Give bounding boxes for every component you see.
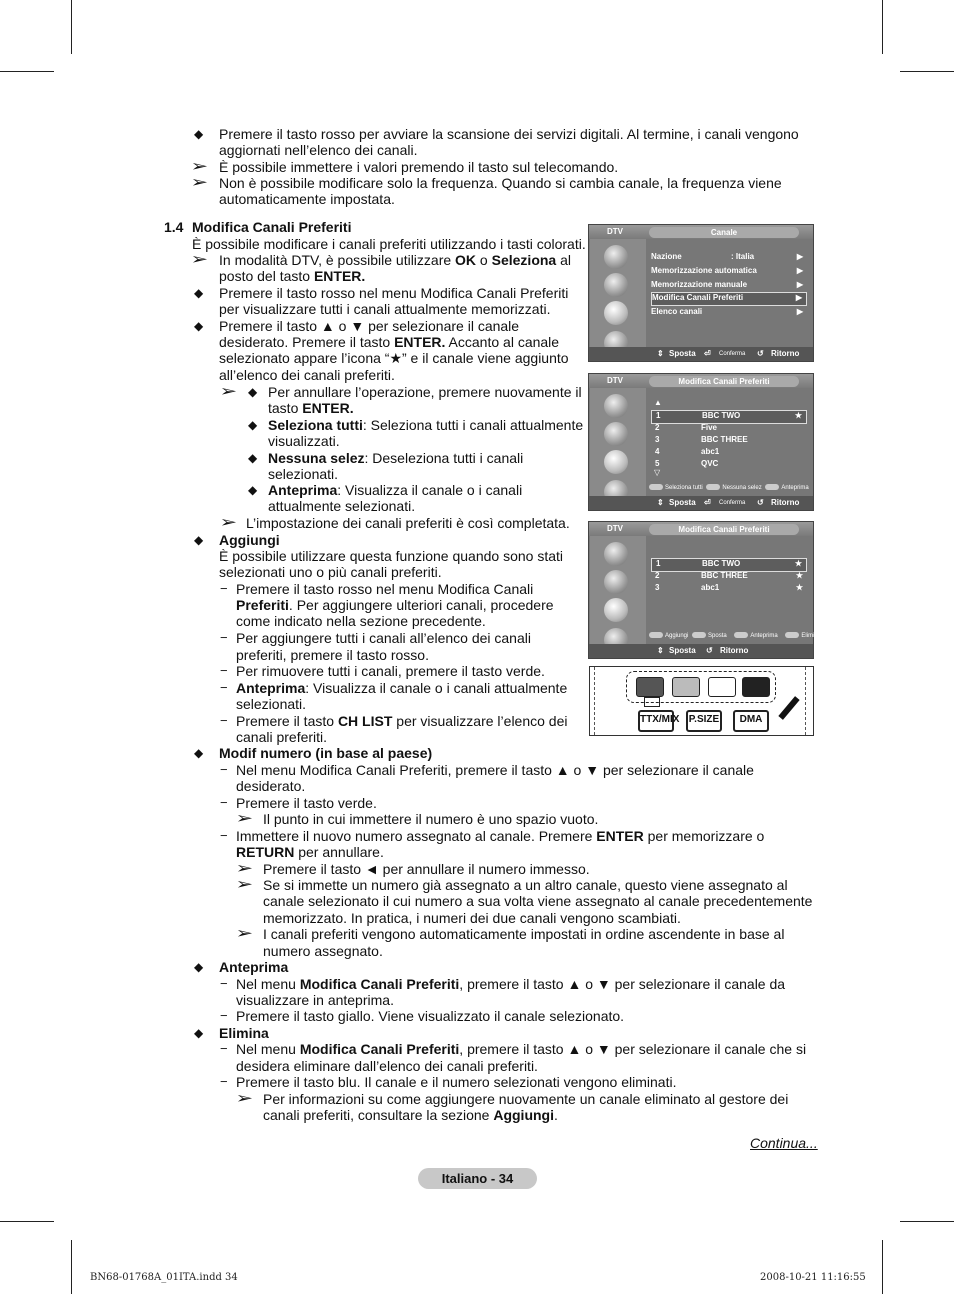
tv-menu-fav-edit xyxy=(588,373,814,511)
text-line: selezionato appare l’icona “★” e il canale viene aggiunto xyxy=(219,350,569,366)
text-line: Premere il tasto rosso nel menu Modifica Canali xyxy=(236,581,534,597)
text-line: Non è possibile modificare solo la frequenza. Quando si cambia canale, la frequenza viene xyxy=(219,175,782,191)
text-line: Il punto in cui immettere il numero è uno spazio vuoto. xyxy=(263,811,599,827)
teletext-icon xyxy=(644,697,660,707)
note-arrow-icon: ➢ xyxy=(219,514,238,531)
note-arrow-icon: ➢ xyxy=(235,1090,254,1107)
crop-mark xyxy=(71,0,72,54)
bullet-icon: ◆ xyxy=(248,483,258,497)
channel-row-selected[interactable]: 1 BBC TWO ★ xyxy=(651,410,807,424)
text-line: Se si immette un numero già assegnato a un altro canale, questo viene assegnato al xyxy=(263,877,788,893)
bullet-icon: ◆ xyxy=(248,451,258,465)
text-line: numero assegnato. xyxy=(263,943,383,959)
green-key-icon xyxy=(706,484,720,490)
dtv-label: DTV xyxy=(607,227,623,236)
note-arrow-icon: ➢ xyxy=(190,251,209,268)
footer-ok: Conferma xyxy=(719,351,746,357)
menu-sidebar xyxy=(590,239,646,347)
channel-row[interactable]: 4 abc1 xyxy=(655,447,720,456)
star-icon: ★ xyxy=(795,571,803,580)
subsection-title: Aggiungi xyxy=(219,532,280,548)
channel-row[interactable]: 5 QVC xyxy=(655,459,719,468)
text-line: L’impostazione dei canali preferiti è così completata. xyxy=(246,515,570,531)
note-arrow-icon: ➢ xyxy=(235,860,254,877)
scroll-up-icon[interactable]: ▲ xyxy=(654,398,662,407)
footer-date: 2008-10-21 11:16:55 xyxy=(760,1272,866,1283)
bullet-icon: ◆ xyxy=(194,1026,204,1040)
text-line: Premere il tasto rosso nel menu Modifica Canali Preferiti xyxy=(219,285,569,301)
text-line: canali preferiti. xyxy=(236,729,328,745)
crop-mark xyxy=(900,71,954,72)
channel-row[interactable]: 2 Five xyxy=(655,423,718,432)
color-key-label: Aggiungi xyxy=(665,633,689,639)
menu-body xyxy=(649,251,809,343)
note-arrow-icon: ➢ xyxy=(235,810,254,827)
note-arrow-icon: ➢ xyxy=(219,383,238,400)
text-line: Anteprima: Visualizza il canale o i canali xyxy=(268,482,523,498)
dma-button[interactable]: DMA xyxy=(733,710,769,732)
text-line: Preferiti. Per aggiungere ulteriori canali, procedere xyxy=(236,597,554,613)
text-line: Premere il tasto ▲ o ▼ per selezionare il canale xyxy=(219,318,520,334)
text-line: In modalità DTV, è possibile utilizzare OK o Seleziona al xyxy=(219,252,572,268)
dash-marker: − xyxy=(220,713,228,728)
footer-move: Sposta xyxy=(669,498,696,507)
text-line: Per informazioni su come aggiungere nuovamente un canale eliminato al gestore dei xyxy=(263,1091,789,1107)
scroll-down-icon[interactable]: ▽ xyxy=(654,468,661,477)
note-arrow-icon: ➢ xyxy=(235,876,254,893)
bullet-icon: ◆ xyxy=(194,286,204,300)
arrow-right-icon: ▶ xyxy=(796,280,803,289)
tv-menu-fav-list xyxy=(588,521,822,659)
text-line: visualizzati. xyxy=(268,433,340,449)
text-line: Per aggiungere tutti i canali all’elenco dei canali xyxy=(236,630,531,646)
ttx-mix-button[interactable]: TTX/MIX xyxy=(638,710,674,732)
menu-body xyxy=(649,558,809,640)
crop-mark xyxy=(882,0,883,54)
menu-body xyxy=(649,400,809,492)
channel-icon[interactable] xyxy=(604,450,628,474)
sound-icon[interactable] xyxy=(604,422,628,446)
footer-return: Ritorno xyxy=(771,498,800,507)
section-number: 1.4 xyxy=(164,219,184,235)
arrow-right-icon: ▶ xyxy=(795,293,802,302)
text-line: desidera eliminare dall’elenco dei canali preferiti. xyxy=(236,1058,538,1074)
color-key-label: Nessuna selez xyxy=(722,485,762,491)
menu-title: Modifica Canali Preferiti xyxy=(649,376,799,387)
menu-item-selected[interactable]: Modifica Canali Preferiti ▶ xyxy=(651,292,807,306)
menu-item[interactable]: Memorizzazione manuale ▶ xyxy=(651,280,803,289)
arrow-right-icon: ▶ xyxy=(796,252,803,261)
dtv-label: DTV xyxy=(607,376,623,385)
channel-icon[interactable] xyxy=(604,598,628,622)
text-line: visualizzare in anteprima. xyxy=(236,992,394,1008)
text-line: Premere il tasto blu. Il canale e il numero selezionati vengono eliminati. xyxy=(236,1074,677,1090)
bullet-icon: ◆ xyxy=(194,319,204,333)
text-line: Nel menu Modifica Canali Preferiti, premere il tasto ▲ o ▼ per selezionare il canale che si xyxy=(236,1041,807,1057)
dtv-label: DTV xyxy=(607,524,623,533)
move-icon: ⇕ xyxy=(657,349,664,358)
note-arrow-icon: ➢ xyxy=(190,174,209,191)
text-line: desiderato. xyxy=(236,778,306,794)
text-line: canali preferiti, consultare la sezione Aggiungi. xyxy=(263,1107,558,1123)
enter-icon: ⏎ xyxy=(704,349,711,358)
tv-menu-canale xyxy=(588,224,814,362)
channel-row-selected[interactable]: 1 BBC TWO ★ xyxy=(651,558,807,572)
text-line: Anteprima: Visualizza il canale o i canali attualmente xyxy=(236,680,568,696)
enter-icon: ⏎ xyxy=(704,498,711,507)
color-key-bar xyxy=(649,483,809,493)
text-line: Premere il tasto giallo. Viene visualizzato il canale selezionato. xyxy=(236,1008,625,1024)
text-line: canale selezionato il cui numero a sua volta viene assegnato al canale precedentemente xyxy=(263,893,813,909)
green-key-icon xyxy=(692,632,706,638)
text-line: desiderato. Premere il tasto ENTER. Accanto al canale xyxy=(219,334,560,350)
footer-move: Sposta xyxy=(669,646,696,655)
dash-marker: − xyxy=(220,1041,228,1056)
text-line: selezionati. xyxy=(268,466,339,482)
color-key-label: Seleziona tutti xyxy=(665,485,703,491)
bullet-icon: ◆ xyxy=(248,385,258,399)
star-icon: ★ xyxy=(795,583,803,592)
text-line: Per annullare l’operazione, premere nuovamente il xyxy=(268,384,582,400)
section-title: Modifica Canali Preferiti xyxy=(192,219,352,235)
yellow-button[interactable] xyxy=(708,677,736,697)
menu-sidebar xyxy=(590,536,646,644)
bullet-icon: ◆ xyxy=(194,127,204,141)
menu-item[interactable]: Memorizzazione automatica ▶ xyxy=(651,266,803,275)
footer-return: Ritorno xyxy=(720,646,749,655)
dash-marker: − xyxy=(220,1074,228,1089)
dash-marker: − xyxy=(220,828,228,843)
footer-return: Ritorno xyxy=(771,349,800,358)
dash-marker: − xyxy=(220,1008,228,1023)
dash-marker: − xyxy=(220,663,228,678)
picture-icon[interactable] xyxy=(604,394,628,418)
color-key-bar xyxy=(649,631,822,641)
bullet-icon: ◆ xyxy=(248,418,258,432)
bullet-icon: ◆ xyxy=(194,746,204,760)
p-size-button[interactable]: P.SIZE xyxy=(686,710,722,732)
channel-icon[interactable] xyxy=(604,301,628,325)
menu-title: Canale xyxy=(649,227,799,238)
picture-icon[interactable] xyxy=(604,245,628,269)
menu-item[interactable]: Nazione : Italia ▶ xyxy=(651,252,803,261)
text-line: I canali preferiti vengono automaticamente impostati in ordine ascendente in base al xyxy=(263,926,785,942)
red-key-icon xyxy=(649,484,663,490)
dash-marker: − xyxy=(220,680,228,695)
menu-item[interactable]: Elenco canali ▶ xyxy=(651,307,803,316)
yellow-key-icon xyxy=(734,632,748,638)
sound-icon[interactable] xyxy=(604,570,628,594)
remote-illustration xyxy=(589,666,814,736)
remote-edge xyxy=(594,667,596,735)
blue-key-icon xyxy=(785,632,799,638)
bullet-icon: ◆ xyxy=(194,533,204,547)
dash-marker: − xyxy=(220,581,228,596)
color-key-label: Elimina xyxy=(801,633,822,639)
text-line: aggiornati nell’elenco dei canali. xyxy=(219,142,418,158)
text-line: preferiti, premere il tasto rosso. xyxy=(236,647,429,663)
text-line: all’elenco dei canali preferiti. xyxy=(219,367,395,383)
text-line: selezionati. xyxy=(236,696,307,712)
return-icon: ↺ xyxy=(757,498,764,507)
note-arrow-icon: ➢ xyxy=(190,158,209,175)
text-line: È possibile utilizzare questa funzione quando sono stati xyxy=(219,548,563,564)
color-key-label: Anteprima xyxy=(750,633,778,639)
channel-row[interactable]: 3 abc1 ★ xyxy=(655,583,803,592)
text-line: automaticamente impostata. xyxy=(219,191,395,207)
text-line: posto del tasto ENTER. xyxy=(219,268,366,284)
menu-footer xyxy=(589,644,813,658)
move-icon: ⇕ xyxy=(657,646,664,655)
red-key-icon xyxy=(649,632,663,638)
text-line: memorizzato. In pratica, i numeri dei due canali vengono scambiati. xyxy=(263,910,681,926)
subsection-title: Anteprima xyxy=(219,959,289,975)
picture-icon[interactable] xyxy=(604,542,628,566)
color-key-label: Anteprima xyxy=(781,485,809,491)
page-number-badge: Italiano - 34 xyxy=(418,1168,537,1189)
arrow-right-icon: ▶ xyxy=(796,307,803,316)
footer-filename: BN68-01768A_01ITA.indd 34 xyxy=(90,1272,238,1283)
subsection-title: Modif numero (in base al paese) xyxy=(219,745,433,761)
text-line: Premere il tasto ◄ per annullare il numero immesso. xyxy=(263,861,590,877)
dash-marker: − xyxy=(220,795,228,810)
move-icon: ⇕ xyxy=(657,498,664,507)
menu-footer xyxy=(589,496,813,510)
text-line: selezionati uno o più canali preferiti. xyxy=(219,564,442,580)
crop-mark xyxy=(71,1240,72,1294)
text-line: tasto ENTER. xyxy=(268,400,354,416)
yellow-key-icon xyxy=(765,484,779,490)
star-icon: ★ xyxy=(794,559,802,568)
menu-title: Modifica Canali Preferiti xyxy=(649,524,799,535)
text-line: RETURN per annullare. xyxy=(236,844,384,860)
channel-row[interactable]: 3 BBC THREE xyxy=(655,435,748,444)
text-line: Premere il tasto verde. xyxy=(236,795,377,811)
text-line: Premere il tasto rosso per avviare la scansione dei servizi digitali. Al termine, i canali vengono xyxy=(219,126,799,142)
text-line: Seleziona tutti: Seleziona tutti i canali attualmente xyxy=(268,417,584,433)
continue-link[interactable]: Continua... xyxy=(750,1135,818,1151)
text-line: È possibile immettere i valori premendo il tasto sul telecomando. xyxy=(219,159,619,175)
footer-ok: Conferma xyxy=(719,500,746,506)
text-line: per visualizzare tutti i canali attualmente memorizzati. xyxy=(219,301,551,317)
text-line: attualmente selezionati. xyxy=(268,498,416,514)
crop-mark xyxy=(882,1240,883,1294)
text-line: come indicato nella sezione precedente. xyxy=(236,613,486,629)
dash-marker: − xyxy=(220,762,228,777)
dash-marker: − xyxy=(220,630,228,645)
crop-mark xyxy=(900,1221,954,1222)
channel-row[interactable]: 2 BBC THREE ★ xyxy=(655,571,803,580)
sound-icon[interactable] xyxy=(604,273,628,297)
crop-mark xyxy=(0,71,54,72)
red-button[interactable] xyxy=(636,677,664,697)
text-line: È possibile modificare i canali preferiti utilizzando i tasti colorati. xyxy=(192,236,586,252)
footer-move: Sposta xyxy=(669,349,696,358)
text-line: Per rimuovere tutti i canali, premere il tasto verde. xyxy=(236,663,545,679)
crop-mark xyxy=(0,1221,54,1222)
green-button[interactable] xyxy=(672,677,700,697)
color-key-label: Sposta xyxy=(708,633,727,639)
text-line: Immettere il nuovo numero assegnato al canale. Premere ENTER per memorizzare o xyxy=(236,828,765,844)
menu-sidebar xyxy=(590,388,646,496)
menu-footer xyxy=(589,347,813,361)
star-icon: ★ xyxy=(794,411,802,420)
subsection-title: Elimina xyxy=(219,1025,269,1041)
remote-edge xyxy=(805,667,807,735)
dash-marker: − xyxy=(220,976,228,991)
text-line: Premere il tasto CH LIST per visualizzare l’elenco dei xyxy=(236,713,568,729)
text-line: Nel menu Modifica Canali Preferiti, premere il tasto ▲ o ▼ per selezionare il canale da xyxy=(236,976,786,992)
text-line: Nessuna selez: Deseleziona tutti i canali xyxy=(268,450,524,466)
pointer-arrow-icon xyxy=(778,696,799,720)
blue-button[interactable] xyxy=(742,677,770,697)
arrow-right-icon: ▶ xyxy=(796,266,803,275)
text-line: Nel menu Modifica Canali Preferiti, premere il tasto ▲ o ▼ per selezionare il canale xyxy=(236,762,754,778)
return-icon: ↺ xyxy=(757,349,764,358)
return-icon: ↺ xyxy=(706,646,713,655)
note-arrow-icon: ➢ xyxy=(235,925,254,942)
bullet-icon: ◆ xyxy=(194,960,204,974)
